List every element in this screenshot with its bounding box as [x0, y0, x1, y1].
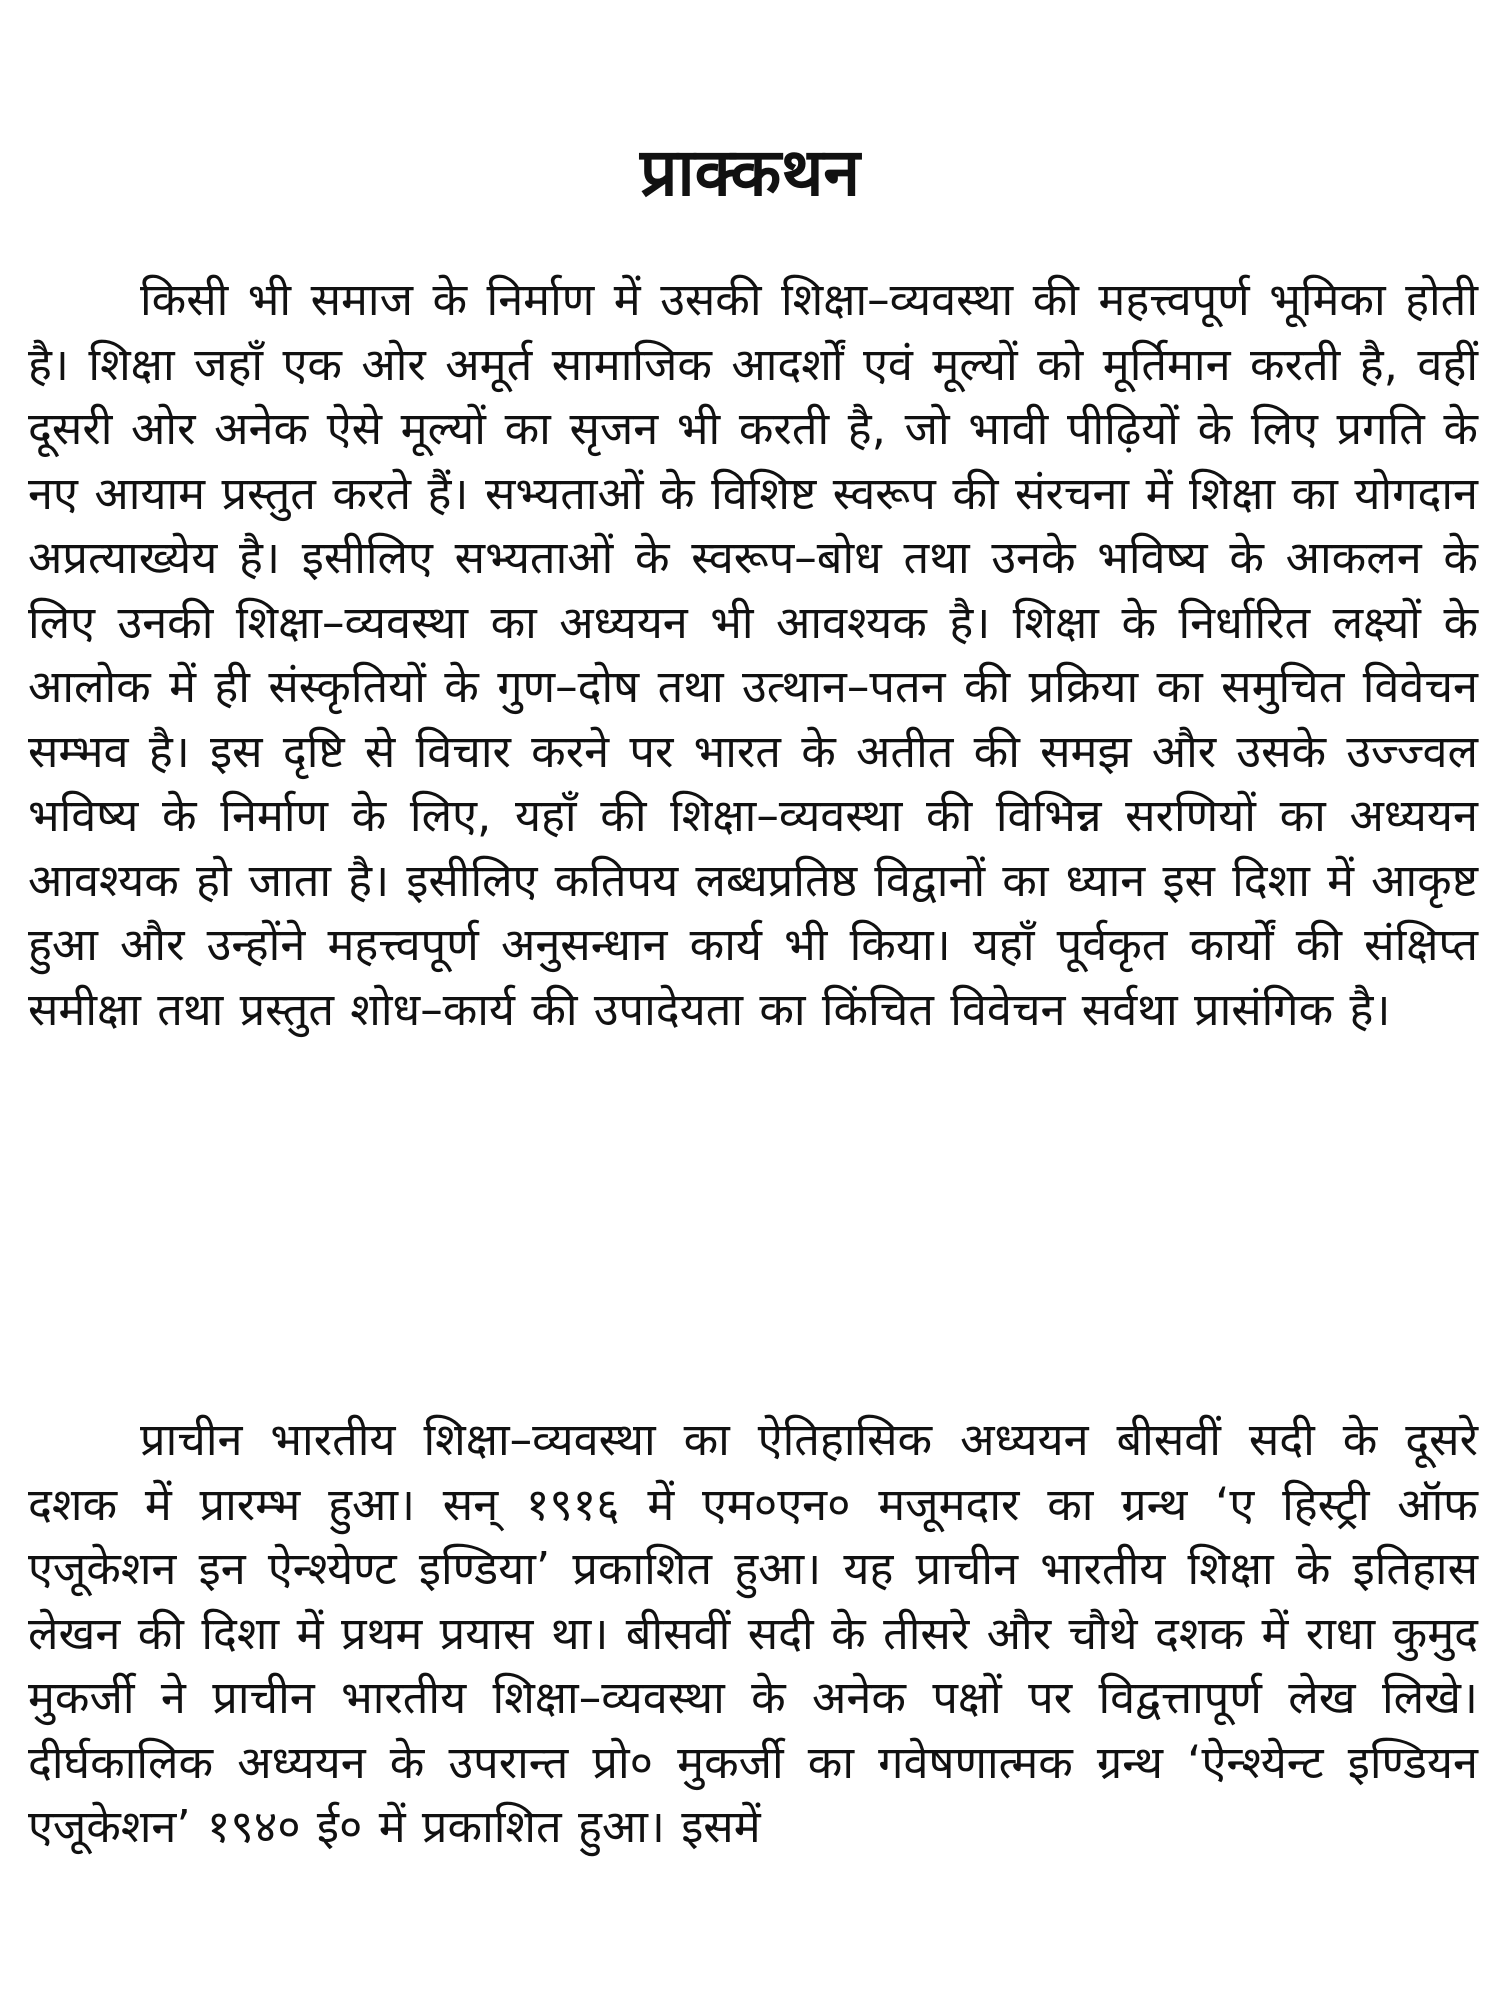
paragraph-1: किसी भी समाज के निर्माण में उसकी शिक्षा–व्यवस्था की महत्त्वपूर्ण भूमिका होती है। शिक्षा जहाँ एक ओर अमूर्त सामाजिक आदर्शों एवं मूल्यों को मूर्तिमान करती है, वहीं दूसरी ओर अनेक ऐसे मूल्यों का सृजन भी करती है, जो भावी पीढ़ियों के लिए प्रगति के नए आयाम प्रस्तुत करते हैं। सभ्यताओं के विशिष्ट स्वरूप की संरचना में शिक्षा का योगदान अप्रत्याख्येय है। इसीलिए सभ्यताओं के स्वरूप–बोध तथा उनके भविष्य के आकलन के लिए उनकी शिक्षा–व्यवस्था का अध्ययन भी आवश्यक है। शिक्षा के निर्धारित लक्ष्यों के आलोक में ही संस्कृतियों के गुण–दोष तथा उत्थान–पतन की प्रक्रिया का समुचित विवेचन सम्भव है। इस दृष्टि से विचार करने पर भारत के अतीत की समझ और उसके उज्ज्वल भविष्य के निर्माण के लिए, यहाँ की शिक्षा–व्यवस्था की विभिन्न सरणियों का अध्ययन आवश्यक हो जाता है। इसीलिए कतिपय लब्धप्रतिष्ठ विद्वानों का ध्यान इस दिशा में आकृष्ट हुआ और उन्होंने महत्त्वपूर्ण अनुसन्धान कार्य भी किया। यहाँ पूर्वकृत कार्यों की संक्षिप्त समीक्षा तथा प्रस्तुत शोध–कार्य की उपादेयता का किंचित विवेचन सर्वथा प्रासंगिक है।: [28, 273, 1478, 1036]
page-title: प्राक्कथन: [639, 134, 861, 211]
paragraph-2: प्राचीन भारतीय शिक्षा–व्यवस्था का ऐतिहासिक अध्ययन बीसवीं सदी के दूसरे दशक में प्रारम्भ हुआ। सन् १९१६ में एम०एन० मजूमदार का ग्रन्थ ‘ए हिस्ट्री ऑफ एजूकेशन इन ऐन्श्येण्ट इण्डिया’ प्रकाशित हुआ। यह प्राचीन भारतीय शिक्षा के इतिहास लेखन की दिशा में प्रथम प्रयास था। बीसवीं सदी के तीसरे और चौथे दशक में राधा कुमुद मुकर्जी ने प्राचीन भारतीय शिक्षा–व्यवस्था के अनेक पक्षों पर विद्वत्तापूर्ण लेख लिखे। दीर्घकालिक अध्ययन के उपरान्त प्रो० मुकर्जी का गवेषणात्मक ग्रन्थ ‘ऐन्श्येन्ट इण्डियन एजूकेशन’ १९४० ई० में प्रकाशित हुआ। इसमें: [28, 1413, 1478, 1853]
